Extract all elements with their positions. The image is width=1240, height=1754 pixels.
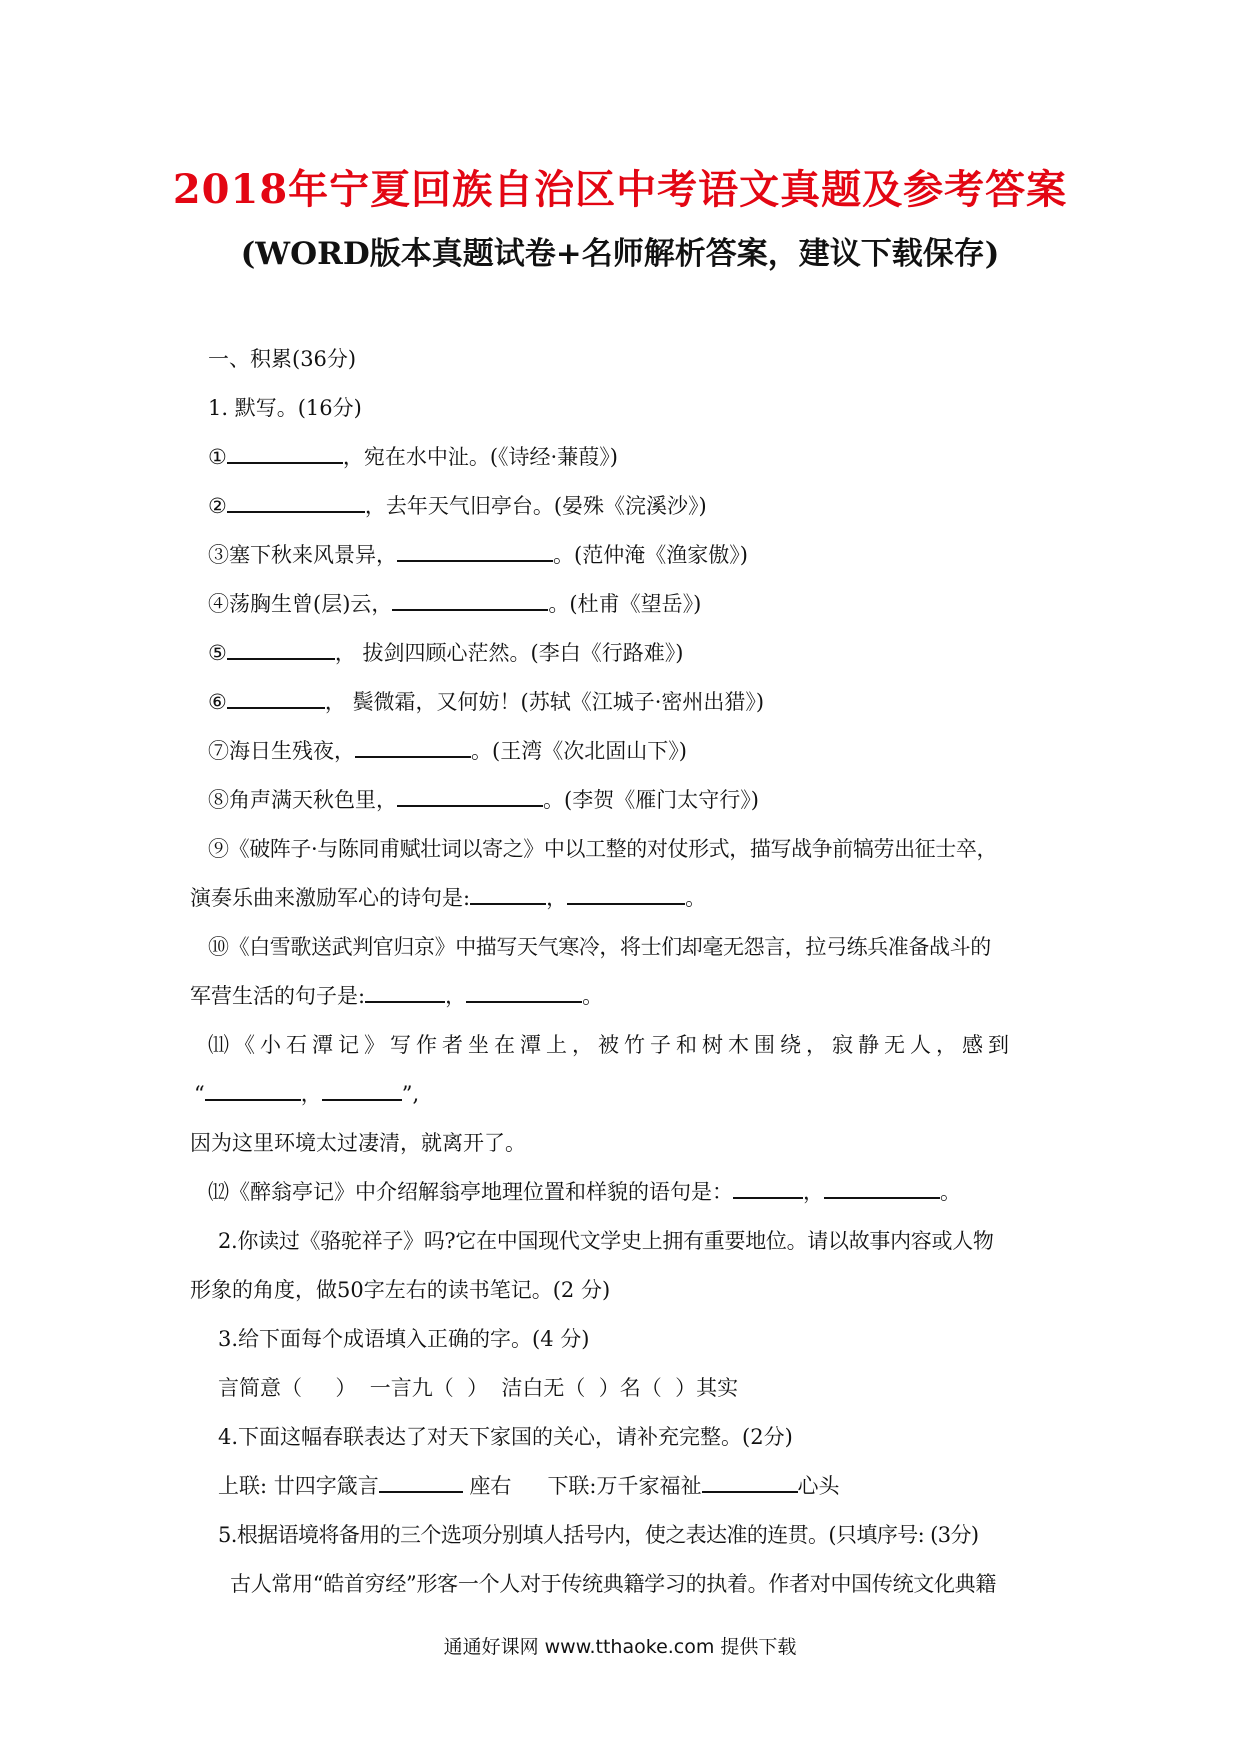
item-text: ， bbox=[445, 984, 467, 1008]
item-text: “ bbox=[194, 1082, 205, 1106]
q1-item-11-line-3: 因为这里环境太过凄清，就离开了。 bbox=[190, 1131, 526, 1155]
question-5-label: 5.根据语境将备用的三个选项分别填人括号内，使之表达准的连贯。(只填序号: (3分) bbox=[218, 1523, 979, 1547]
answer-blank[interactable] bbox=[702, 1473, 798, 1493]
item-text: 。 bbox=[582, 984, 604, 1008]
answer-blank[interactable] bbox=[397, 787, 543, 807]
question-2-line-1: 2.你读过《骆驼祥子》吗?它在中国现代文学史上拥有重要地位。请以故事内容或人物 bbox=[218, 1229, 994, 1253]
q1-item-7 bbox=[190, 727, 1060, 776]
document-title: 2018年宁夏回族自治区中考语文真题及参考答案 bbox=[172, 166, 1068, 213]
couplet-upper-end: 座右 bbox=[462, 1474, 512, 1498]
couplet-upper: 上联: 廿四字箴言 bbox=[218, 1474, 379, 1498]
item-text: 。(李贺《雁门太守行》) bbox=[543, 788, 759, 812]
answer-blank[interactable] bbox=[466, 983, 582, 1003]
item-text: ⑿《醉翁亭记》中介绍解翁亭地理位置和样貌的语句是： bbox=[208, 1180, 733, 1204]
answer-blank[interactable] bbox=[322, 1081, 402, 1101]
item-text: ， 拔剑四顾心茫然。(李白《行路难》) bbox=[334, 641, 684, 665]
document-body bbox=[190, 335, 1060, 1609]
item-text: ”, bbox=[401, 1082, 420, 1106]
item-number: ① bbox=[208, 445, 227, 469]
answer-blank[interactable] bbox=[205, 1081, 301, 1101]
answer-blank[interactable] bbox=[227, 493, 365, 513]
q1-item-10-line-1: ⑩《白雪歌送武判官归京》中描写天气寒冷，将士们却毫无怨言，拉弓练兵准备战斗的 bbox=[208, 935, 991, 959]
answer-blank[interactable] bbox=[392, 591, 548, 611]
item-text: 。(杜甫《望岳》) bbox=[548, 592, 702, 616]
q1-item-3 bbox=[190, 531, 1060, 580]
item-text: ⑧角声满天秋色里， bbox=[208, 788, 397, 812]
item-text: 。(范仲淹《渔家傲》) bbox=[553, 543, 748, 567]
q1-item-9-line-2 bbox=[190, 874, 1060, 923]
question-1-label: 1. 默写。(16分) bbox=[208, 396, 362, 420]
item-text: ⑦海日生残夜， bbox=[208, 739, 355, 763]
item-number: ⑤ bbox=[208, 641, 227, 665]
q1-item-11-line-2 bbox=[190, 1070, 1060, 1119]
answer-blank[interactable] bbox=[365, 983, 445, 1003]
item-text: ④荡胸生曾(层)云， bbox=[208, 592, 393, 616]
question-2-line-2: 形象的角度，做50字左右的读书笔记。(2 分) bbox=[190, 1278, 611, 1302]
q1-item-5 bbox=[190, 629, 1060, 678]
section-heading: 一、积累(36分) bbox=[208, 347, 357, 371]
item-text: ， 鬓微霜，又何妨！(苏轼《江城子·密州出猎》) bbox=[324, 690, 765, 714]
item-text: ③塞下秋来风景异， bbox=[208, 543, 397, 567]
item-text: ， bbox=[546, 886, 568, 910]
q1-item-10-line-2 bbox=[190, 972, 1060, 1021]
q1-item-1 bbox=[190, 433, 1060, 482]
q1-item-6 bbox=[190, 678, 1060, 727]
question-4-couplet bbox=[190, 1462, 1060, 1511]
item-text: ， bbox=[803, 1180, 824, 1204]
item-text: ，宛在水中沚。(《诗经·蒹葭》) bbox=[342, 445, 618, 469]
q1-item-2 bbox=[190, 482, 1060, 531]
answer-blank[interactable] bbox=[397, 542, 553, 562]
item-text: ，去年天气旧亭台。(晏殊《浣溪沙》) bbox=[364, 494, 707, 518]
answer-blank[interactable] bbox=[355, 738, 471, 758]
answer-blank[interactable] bbox=[379, 1473, 463, 1493]
document-subtitle: (WORD版本真题试卷+名师解析答案，建议下载保存) bbox=[240, 236, 1000, 272]
answer-blank[interactable] bbox=[733, 1179, 803, 1199]
question-5-passage: 古人常用“皓首穷经”形客一个人对于传统典籍学习的执着。作者对中国传统文化典籍 bbox=[230, 1572, 997, 1596]
answer-blank[interactable] bbox=[227, 444, 343, 464]
page-footer: 通通好课网 www.tthaoke.com 提供下载 bbox=[443, 1636, 797, 1658]
item-number: ⑥ bbox=[208, 690, 227, 714]
question-3-label: 3.给下面每个成语填入正确的字。(4 分) bbox=[218, 1327, 590, 1351]
couplet-lower-end: 心头 bbox=[797, 1474, 840, 1498]
q1-item-11-line-1: ⑾《小石潭记》写作者坐在潭上，被竹子和树木围绕，寂静无人，感到 bbox=[208, 1033, 1014, 1057]
item-text: ， bbox=[300, 1082, 322, 1106]
answer-blank[interactable] bbox=[227, 640, 335, 660]
answer-blank[interactable] bbox=[824, 1179, 940, 1199]
item-text: 。(王湾《次北固山下》) bbox=[471, 739, 687, 763]
q1-item-8 bbox=[190, 776, 1060, 825]
answer-blank[interactable] bbox=[567, 885, 685, 905]
item-text: 。 bbox=[685, 886, 707, 910]
question-4-label: 4.下面这幅春联表达了对天下家国的关心，请补充完整。(2分) bbox=[218, 1425, 793, 1449]
q1-item-12 bbox=[190, 1168, 1060, 1217]
item-text: 军营生活的句子是: bbox=[190, 984, 366, 1008]
item-number: ② bbox=[208, 494, 227, 518]
couplet-lower: 下联:万千家福祉 bbox=[547, 1474, 702, 1498]
item-text: 演奏乐曲来激励军心的诗句是: bbox=[190, 886, 471, 910]
question-3-idioms: 言简意（ ） 一言九（ ） 洁白无（ ）名（ ）其实 bbox=[218, 1376, 739, 1400]
answer-blank[interactable] bbox=[227, 689, 325, 709]
item-text: 。 bbox=[940, 1180, 961, 1204]
q1-item-4 bbox=[190, 580, 1060, 629]
q1-item-9-line-1: ⑨《破阵子·与陈同甫赋壮词以寄之》中以工整的对仗形式，描写战争前犒劳出征士卒， bbox=[208, 837, 998, 861]
answer-blank[interactable] bbox=[470, 885, 546, 905]
